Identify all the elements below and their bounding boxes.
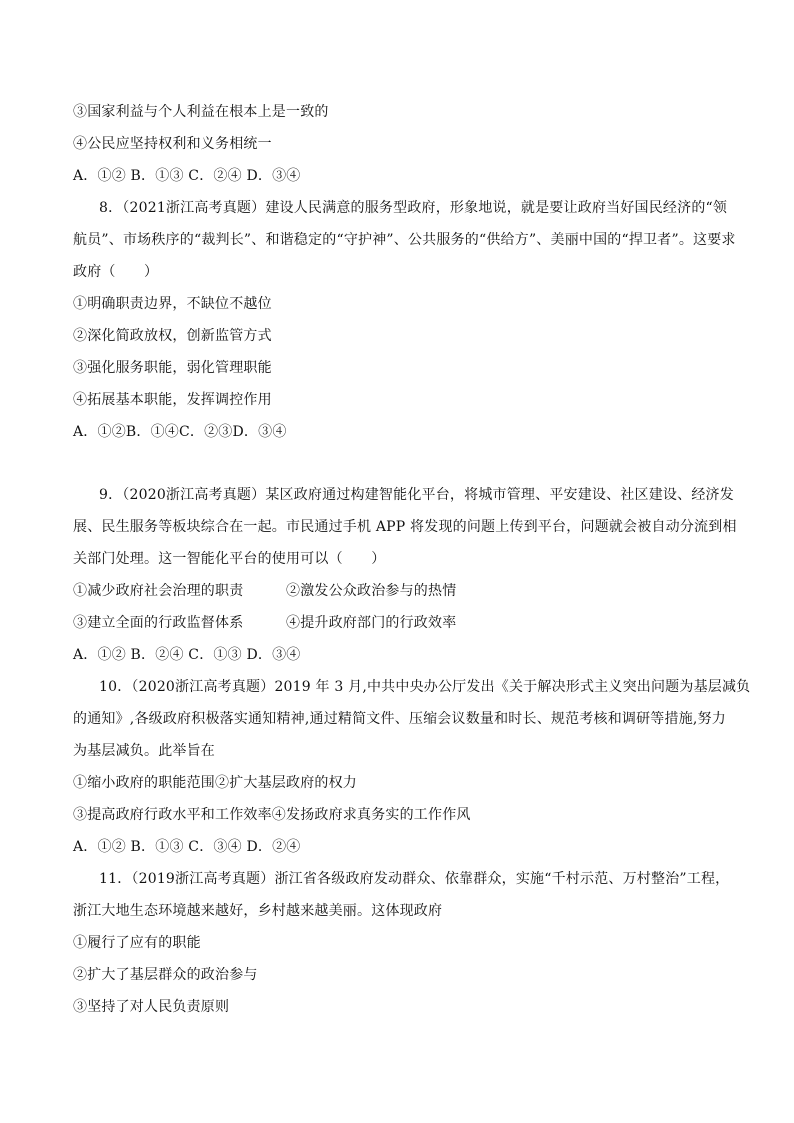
q9-stem-line-1: 9．（2020浙江高考真题）某区政府通过构建智能化平台，将城市管理、平安建设、社区建设、经济发 (99, 487, 734, 503)
q10-stem-line-1: 10．（2020浙江高考真题）2019 年 3 月,中共中央办公厅发出《关于解决形式主义突出问题为基层减负 (99, 679, 751, 695)
q9-stem-line-2: 展、民生服务等板块综合在一起。市民通过手机 APP 将发现的问题上传到平台，问题就会被自动分流到相 (73, 519, 737, 535)
q8-stem-line-2: 航员”、市场秩序的“裁判长”、和谐稳定的“守护神”、公共服务的“供给方”、美丽中国的“捍卫者”。这要求 (73, 232, 736, 248)
q8-option-3: ③强化服务职能，弱化管理职能 (73, 360, 272, 376)
q9-answers: A．①② B．②④ C．①③ D．③④ (73, 647, 301, 663)
q9-options-row-1: ①减少政府社会治理的职责 ②激发公众政治参与的热情 (73, 583, 457, 599)
q11-option-2: ②扩大了基层群众的政治参与 (73, 967, 258, 983)
q7-answers: A．①② B．①③ C．②④ D．③④ (73, 168, 301, 184)
q8-option-1: ①明确职责边界，不缺位不越位 (73, 296, 272, 312)
q9-options-row-2: ③建立全面的行政监督体系 ④提升政府部门的行政效率 (73, 615, 457, 631)
q10-answers: A．①② B．①③ C．③④ D．②④ (73, 839, 301, 855)
q10-options-row-1: ①缩小政府的职能范围②扩大基层政府的权力 (73, 775, 357, 791)
q11-option-1: ①履行了应有的职能 (73, 935, 201, 951)
q10-stem-line-2: 的通知》,各级政府积极落实通知精神,通过精简文件、压缩会议数量和时长、规范考核和调研等措施,努力 (73, 711, 726, 727)
q8-answers: A．①②B．①④C．②③D．③④ (73, 424, 287, 440)
q8-option-4: ④拓展基本职能，发挥调控作用 (73, 392, 272, 408)
q8-stem-line-1: 8．（2021浙江高考真题）建设人民满意的服务型政府，形象地说，就是要让政府当好国民经济的“领 (99, 200, 728, 216)
q10-options-row-2: ③提高政府行政水平和工作效率④发扬政府求真务实的工作作风 (73, 807, 471, 823)
q9-stem-line-3: 关部门处理。这一智能化平台的使用可以（ ） (73, 551, 386, 567)
q11-stem-line-1: 11．（2019浙江高考真题）浙江省各级政府发动群众、依靠群众，实施“千村示范、万村整治”工程， (99, 871, 730, 887)
q10-stem-line-3: 为基层减负。此举旨在 (73, 743, 215, 759)
q7-option-3: ③国家利益与个人利益在根本上是一致的 (73, 104, 329, 120)
q7-option-4: ④公民应坚持权利和义务相统一 (73, 136, 272, 152)
q11-stem-line-2: 浙江大地生态环境越来越好，乡村越来越美丽。这体现政府 (73, 903, 443, 919)
q8-stem-line-3: 政府（ ） (73, 264, 159, 280)
q8-option-2: ②深化简政放权，创新监管方式 (73, 328, 272, 344)
q11-option-3: ③坚持了对人民负责原则 (73, 999, 230, 1015)
